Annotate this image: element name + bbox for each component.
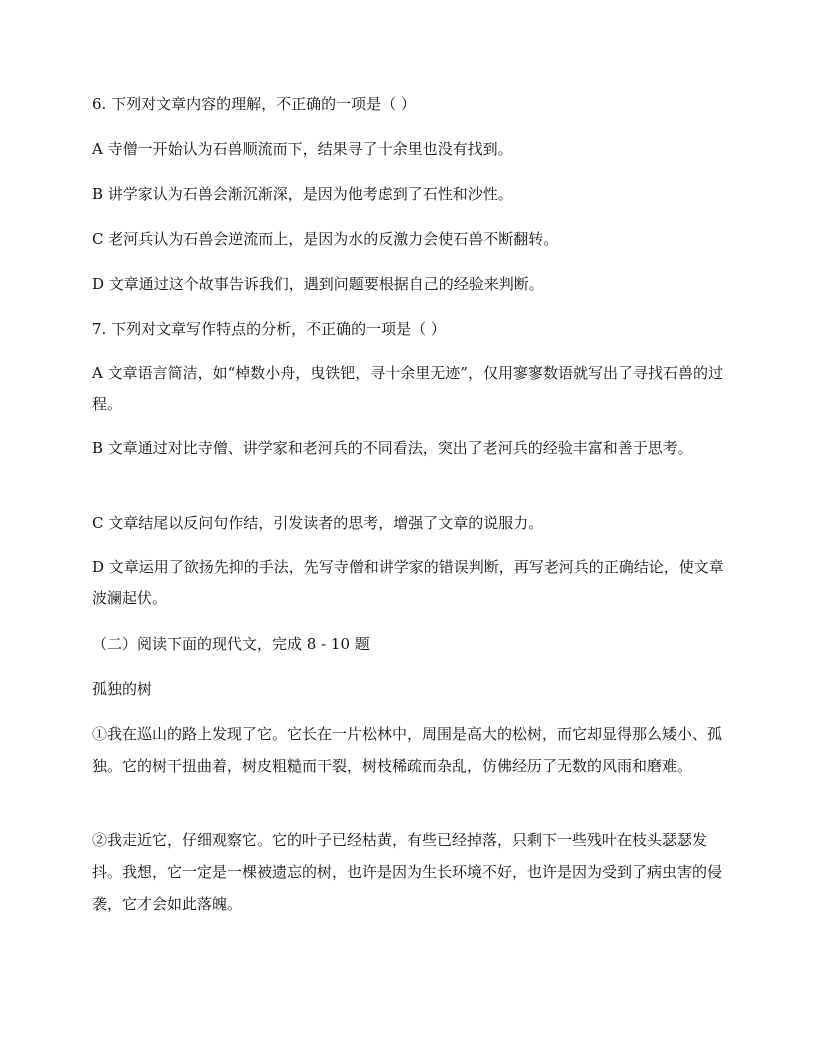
- question-7-stem: 7. 下列对文章写作特点的分析，不正确的一项是（ ）: [92, 320, 446, 338]
- question-7-option-a: A 文章语言简洁，如“棹数小舟，曳铁钯，寻十余里无迹”，仅用寥寥数语就写出了寻找石兽的过程。: [92, 364, 723, 413]
- question-6-option-d: D 文章通过这个故事告诉我们，遇到问题要根据自己的经验来判断。: [92, 275, 544, 293]
- article-paragraph-2: ②我走近它，仔细观察它。它的叶子已经枯黄，有些已经掉落，只剩下一些残叶在枝头瑟瑟发抖。我想，它一定是一棵被遗忘的树，也许是因为生长环境不好，也许是因为受到了病虫害的侵袭，它才会如此落魄。: [92, 831, 723, 913]
- article-title: 孤独的树: [92, 680, 153, 698]
- question-7-option-b: B 文章通过对比寺僧、讲学家和老河兵的不同看法，突出了老河兵的经验丰富和善于思考。: [92, 439, 693, 457]
- question-6-stem: 6. 下列对文章内容的理解，不正确的一项是（ ）: [92, 95, 416, 113]
- section-heading: （二）阅读下面的现代文，完成 8 - 10 题: [92, 635, 370, 653]
- question-6-option-a: A 寺僧一开始认为石兽顺流而下，结果寻了十余里也没有找到。: [92, 140, 513, 158]
- question-7-option-d: D 文章运用了欲扬先抑的手法，先写寺僧和讲学家的错误判断，再写老河兵的正确结论，使文章波澜起伏。: [92, 558, 724, 607]
- article-paragraph-1: ①我在巡山的路上发现了它。它长在一片松林中，周围是高大的松树，而它却显得那么矮小、孤独。它的树干扭曲着，树皮粗糙而干裂，树枝稀疏而杂乱，仿佛经历了无数的风雨和磨难。: [92, 725, 723, 775]
- question-6-option-c: C 老河兵认为石兽会逆流而上，是因为水的反激力会使石兽不断翻转。: [92, 230, 559, 248]
- question-6-option-b: B 讲学家认为石兽会渐沉渐深，是因为他考虑到了石性和沙性。: [92, 185, 513, 203]
- question-7-option-c: C 文章结尾以反问句作结，引发读者的思考，增强了文章的说服力。: [92, 514, 544, 532]
